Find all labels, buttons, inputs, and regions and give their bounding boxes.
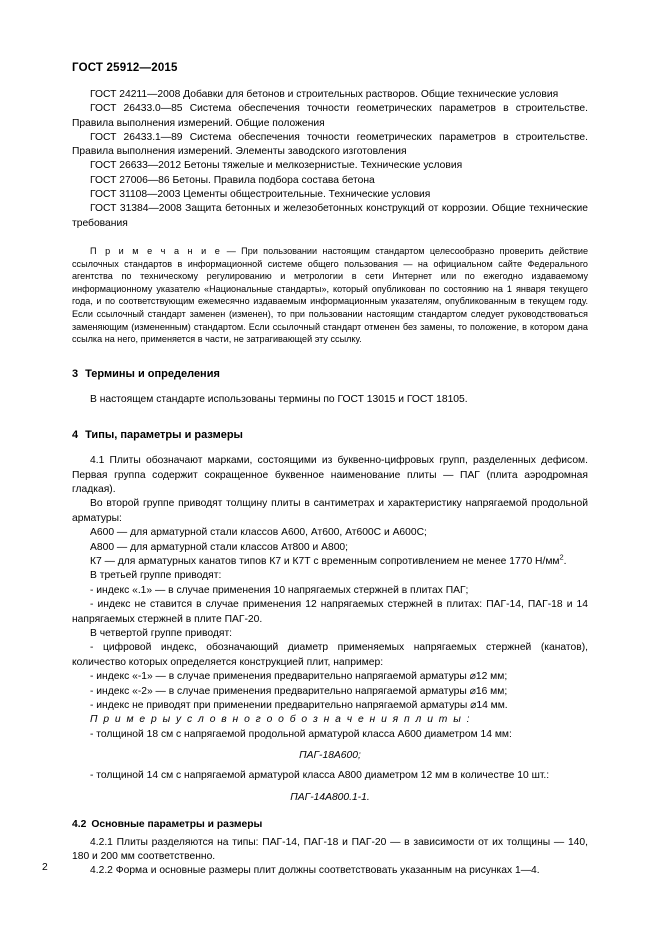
section-title-text: Термины и определения bbox=[85, 367, 220, 380]
example-1-text: - толщиной 18 см с напрягаемой продольной арматурой класса А600 диаметром 14 мм: bbox=[90, 728, 512, 740]
paragraph-4-1-e-post: . bbox=[563, 555, 567, 567]
paragraph-4-1-f: В третьей группе приводят: bbox=[90, 570, 222, 582]
note-block bbox=[72, 245, 588, 346]
example-1-mark: ПАГ-18А600; bbox=[299, 750, 361, 762]
page-content bbox=[72, 88, 588, 879]
section-number: 4 bbox=[72, 429, 79, 442]
paragraph-4-1-e bbox=[72, 552, 588, 569]
standard-reference-item: ГОСТ 26433.0—85 Система обеспечения точности геометрических параметров в строительстве. Правила выполнения измерений. Общие положения bbox=[72, 103, 588, 129]
paragraph-4-1-d: А800 — для арматурной стали классов Ат800 и А800; bbox=[90, 541, 349, 553]
standard-reference-item: ГОСТ 26433.1—89 Система обеспечения точности геометрических параметров в строительстве. Правила выполнения измерений. Элементы заводского изготовления bbox=[72, 131, 588, 158]
section-title-text: Типы, параметры и размеры bbox=[85, 429, 243, 442]
paragraph-4-1-g: - индекс «.1» — в случае применения 10 напрягаемых стержней в плитах ПАГ; bbox=[90, 584, 469, 596]
examples-label: П р и м е р ы у с л о в н о г о о б о з н а ч е н и я п л и т ы : bbox=[90, 714, 472, 726]
paragraph-4-1-l: - индекс «-2» — в случае применения предварительно напрягаемой арматуры ⌀16 мм; bbox=[90, 685, 508, 697]
section-heading-3 bbox=[72, 368, 588, 380]
paragraph-4-1-a: 4.1 Плиты обозначают марками, состоящими из буквенно-цифровых групп, разделенных дефисом. Первая группа содержит сокращенное буквенное наименование плиты — ПАГ (плита аэродромная гладкая). bbox=[72, 455, 588, 495]
standard-reference-item: ГОСТ 27006—86 Бетоны. Правила подбора состава бетона bbox=[90, 174, 375, 186]
note-text: — При пользовании настоящим стандартом целесообразно проверить действие ссылочных стандартов в информационной системе общего пользования — на официальном сайте Федерального агентства по техническому регулированию и метрологии в сети Интернет или по ежегодно издаваемому информационному указателю «Национальные стандарты», который опубликован по состоянию на 1 января текущего года, и по соответствующим ежемесячно издаваемым информационным указателям, опубликованным в текущем году. Если ссылочный стандарт заменен (изменен), то при пользовании настоящим стандартом следует руководствоваться заменяющим (измененным) стандартом. Если ссылочный стандарт отменен без замены, то положение, в котором дана ссылка на него, применяется в части, не затрагивающей эту ссылку. bbox=[72, 245, 588, 345]
standard-reference-item: ГОСТ 24211—2008 Добавки для бетонов и строительных растворов. Общие технические условия bbox=[90, 89, 559, 100]
subsection-number: 4.2 bbox=[72, 818, 87, 830]
paragraph-4-1-i: В четвертой группе приводят: bbox=[90, 628, 233, 639]
paragraph-4-1-b: Во второй группе приводят толщину плиты в сантиметрах и характеристику напрягаемой продольной арматуры: bbox=[72, 498, 588, 524]
section3-paragraph: В настоящем стандарте использованы термины по ГОСТ 13015 и ГОСТ 18105. bbox=[90, 393, 468, 405]
paragraph-4-1-c: А600 — для арматурной стали классов А600, Ат600, Ат600С и А600С; bbox=[90, 527, 427, 539]
standard-reference-item: ГОСТ 31108—2003 Цементы общестроительные. Технические условия bbox=[90, 189, 431, 201]
paragraph-4-2-2: 4.2.2 Форма и основные размеры плит должны соответствовать указанным на рисунках 1—4. bbox=[90, 865, 540, 877]
subsection-title-text: Основные параметры и размеры bbox=[91, 818, 263, 830]
note-label: П р и м е ч а н и е bbox=[90, 245, 222, 256]
page-number: 2 bbox=[42, 862, 48, 873]
paragraph-4-1-e-pre: К7 — для арматурных канатов типов К7 и К7Т с временным сопротивлением не менее 1770 Н/мм bbox=[90, 555, 560, 567]
paragraph-4-1-k: - индекс «-1» — в случае применения предварительно напрягаемой арматуры ⌀12 мм; bbox=[90, 671, 508, 683]
standard-reference-item: ГОСТ 26633—2012 Бетоны тяжелые и мелкозернистые. Технические условия bbox=[90, 160, 463, 172]
example-2-mark: ПАГ-14А800.1-1. bbox=[290, 791, 370, 803]
superscript-square: 2 bbox=[559, 552, 564, 562]
document-header: ГОСТ 25912—2015 bbox=[72, 62, 178, 74]
paragraph-4-1-j: - цифровой индекс, обозначающий диаметр применяемых напрягаемых стержней (канатов), количество которых определяется конструкцией плит, например: bbox=[72, 642, 588, 668]
section-number: 3 bbox=[72, 367, 79, 380]
paragraph-4-1-m: - индекс не приводят при применении предварительно напрягаемой арматуры ⌀14 мм. bbox=[90, 700, 508, 712]
paragraph-4-1-h: - индекс не ставится в случае применения 12 напрягаемых стержней в плитах: ПАГ-14, ПАГ-18 и 14 напрягаемых стержней в плите ПАГ-20. bbox=[72, 599, 588, 625]
example-2-text: - толщиной 14 см с напрягаемой арматурой класса А800 диаметром 12 мм в количестве 10 шт.: bbox=[90, 770, 550, 782]
paragraph-4-2-1: 4.2.1 Плиты разделяются на типы: ПАГ-14, ПАГ-18 и ПАГ-20 — в зависимости от их толщины — 140, 180 и 200 мм соответственно. bbox=[72, 836, 588, 863]
section-heading-4 bbox=[72, 429, 588, 441]
spacer bbox=[72, 441, 588, 454]
standard-reference-item: ГОСТ 31384—2008 Защита бетонных и железобетонных конструкций от коррозии. Общие технические требования bbox=[72, 203, 588, 229]
subsection-heading-4-2 bbox=[72, 819, 588, 830]
